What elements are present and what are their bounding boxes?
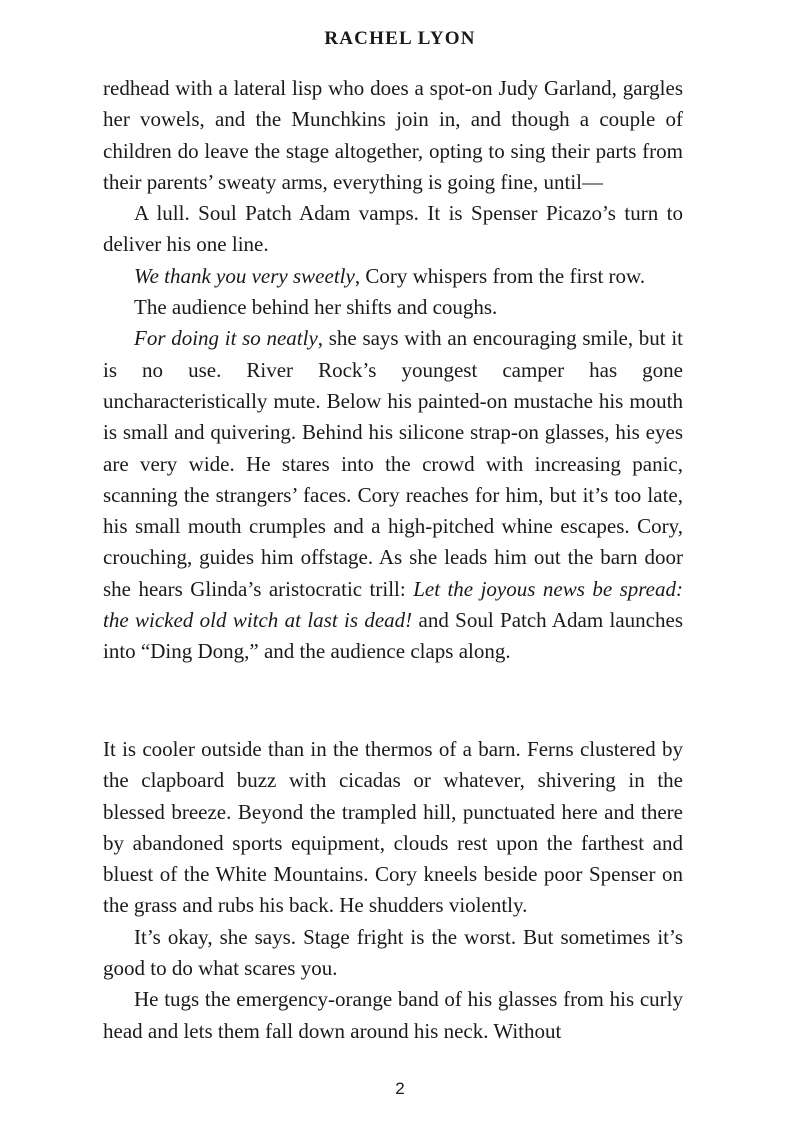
paragraph-lull: A lull. Soul Patch Adam vamps. It is Spenser Picazo’s turn to deliver his one line. — [103, 201, 683, 257]
italic-lyric-3: Let the joyous news be spread: the wicked old witch at last is dead! — [103, 576, 683, 633]
section-1 — [103, 73, 683, 668]
italic-lyric-2: For doing it so neatly — [134, 326, 318, 351]
paragraph-stage-fright: It’s okay, she says. Stage fright is the worst. But sometimes it’s good to do what scares you. — [103, 924, 683, 981]
paragraph-text: , Cory whispers from the first row. — [354, 263, 646, 288]
paragraph-outside: It is cooler outside than in the thermos of a barn. Ferns clustered by the clapboard buzz with cicadas or whatever, shivering in the blessed breeze. Beyond the trampled hill, punctuated here and there by abandoned sports equipment, clouds rest upon the farthest and bluest of the White Mountains. Cory kneels beside poor Spenser on the grass and rubs his back. He shudders violently. — [103, 737, 683, 918]
italic-lyric-1: We thank you very sweetly — [134, 263, 355, 288]
paragraph-cory-whispers — [103, 261, 683, 292]
paragraph-text: , she says with an encouraging smile, but it is no use. River Rock’s youngest camper has gone uncharacteristically mute. Below his painted-on mustache his mouth is small and quivering. Behind his silicone strap-on glasses, his eyes are very wide. He stares into the crowd with increasing panic, scanning the strangers’ faces. Cory reaches for him, but it’s too late, his small mouth crumples and a high-pitched whine escapes. Cory, crouching, guides him offstage. As she leads him out the barn door she hears Glinda’s aristocratic trill: — [103, 326, 683, 601]
paragraph-text: and Soul Patch Adam launches into “Ding Dong,” and the audience claps along. — [103, 608, 683, 664]
page-number: 2 — [395, 1079, 405, 1098]
paragraph-glasses: He tugs the emergency-orange band of his glasses from his curly head and lets them fall down around his neck. Without — [103, 987, 683, 1043]
running-head-author: RACHEL LYON — [324, 28, 476, 49]
paragraph-continued: redhead with a lateral lisp who does a spot-on Judy Garland, gargles her vowels, and the Munchkins join in, and though a couple of children do leave the stage altogether, opting to sing their parts from their parents’ sweaty arms, everything is going fine, until— — [103, 76, 683, 194]
paragraph-spenser-mute — [103, 323, 683, 667]
paragraph-audience: The audience behind her shifts and coughs. — [134, 295, 498, 320]
section-2 — [103, 734, 683, 1047]
